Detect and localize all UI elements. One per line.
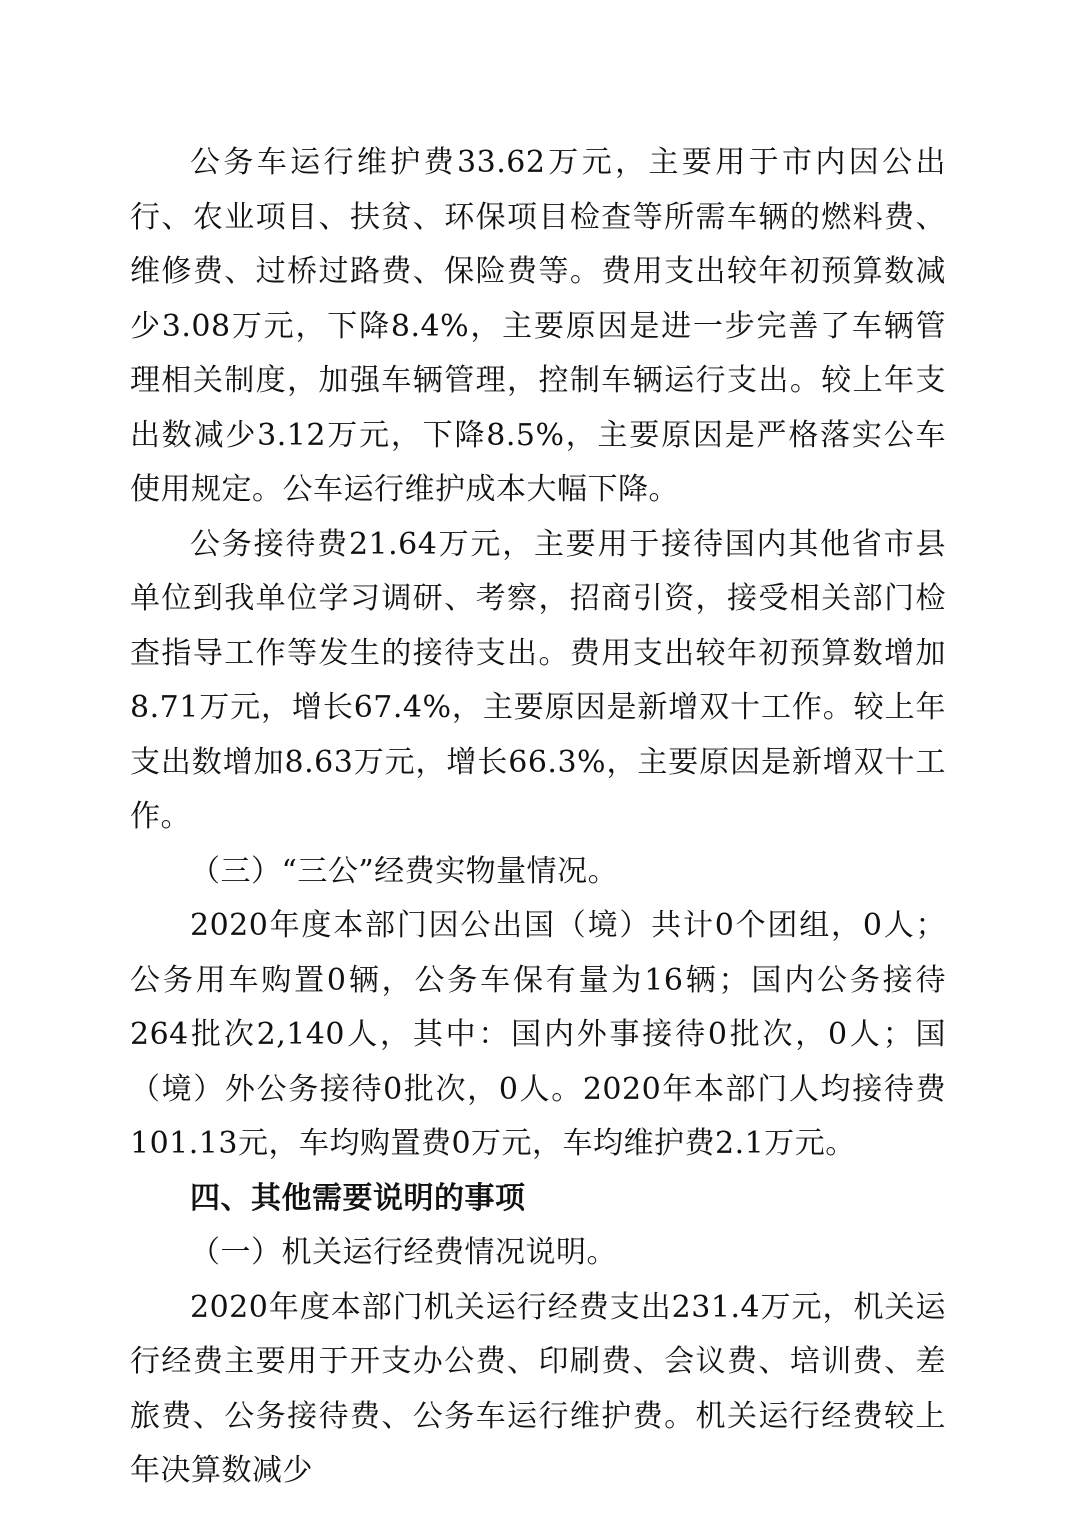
paragraph-physical-quantity: 2020年度本部门因公出国（境）共计0个团组，0人；公务用车购置0辆，公务车保有量为16辆；国内公务接待264批次2,140人，其中：国内外事接待0批次，0人；国（境）外公务接待0批次，0人。2020年本部门人均接待费101.13元，车均购置费0万元，车均维护费2.1万元。 xyxy=(130,908,946,1161)
section-three-heading: （三）“三公”经费实物量情况。 xyxy=(190,853,619,889)
paragraph-reception: 公务接待费21.64万元，主要用于接待国内其他省市县单位到我单位学习调研、考察，招商引资，接受相关部门检查指导工作等发生的接待支出。费用支出较年初预算数增加8.71万元，增长67.4%，主要原因是新增双十工作。较上年支出数增加8.63万元，增长66.3%，主要原因是新增双十工作。 xyxy=(130,526,946,834)
paragraph-vehicle-maintenance: 公务车运行维护费33.62万元，主要用于市内因公出行、农业项目、扶贫、环保项目检查等所需车辆的燃料费、维修费、过桥过路费、保险费等。费用支出较年初预算数减少3.08万元，下降8.4%，主要原因是进一步完善了车辆管理相关制度，加强车辆管理，控制车辆运行支出。较上年支出数减少3.12万元，下降8.5%，主要原因是严格落实公车使用规定。公车运行维护成本大幅下降。 xyxy=(130,145,946,507)
section-four-heading: 四、其他需要说明的事项 xyxy=(190,1180,526,1216)
paragraph-operating-expenses: 2020年度本部门机关运行经费支出231.4万元，机关运行经费主要用于开支办公费、印刷费、会议费、培训费、差旅费、公务接待费、公务车运行维护费。机关运行经费较上年决算数减少 xyxy=(130,1289,946,1488)
document-page xyxy=(130,136,946,1499)
section-four-sub-heading: （一）机关运行经费情况说明。 xyxy=(190,1235,617,1270)
